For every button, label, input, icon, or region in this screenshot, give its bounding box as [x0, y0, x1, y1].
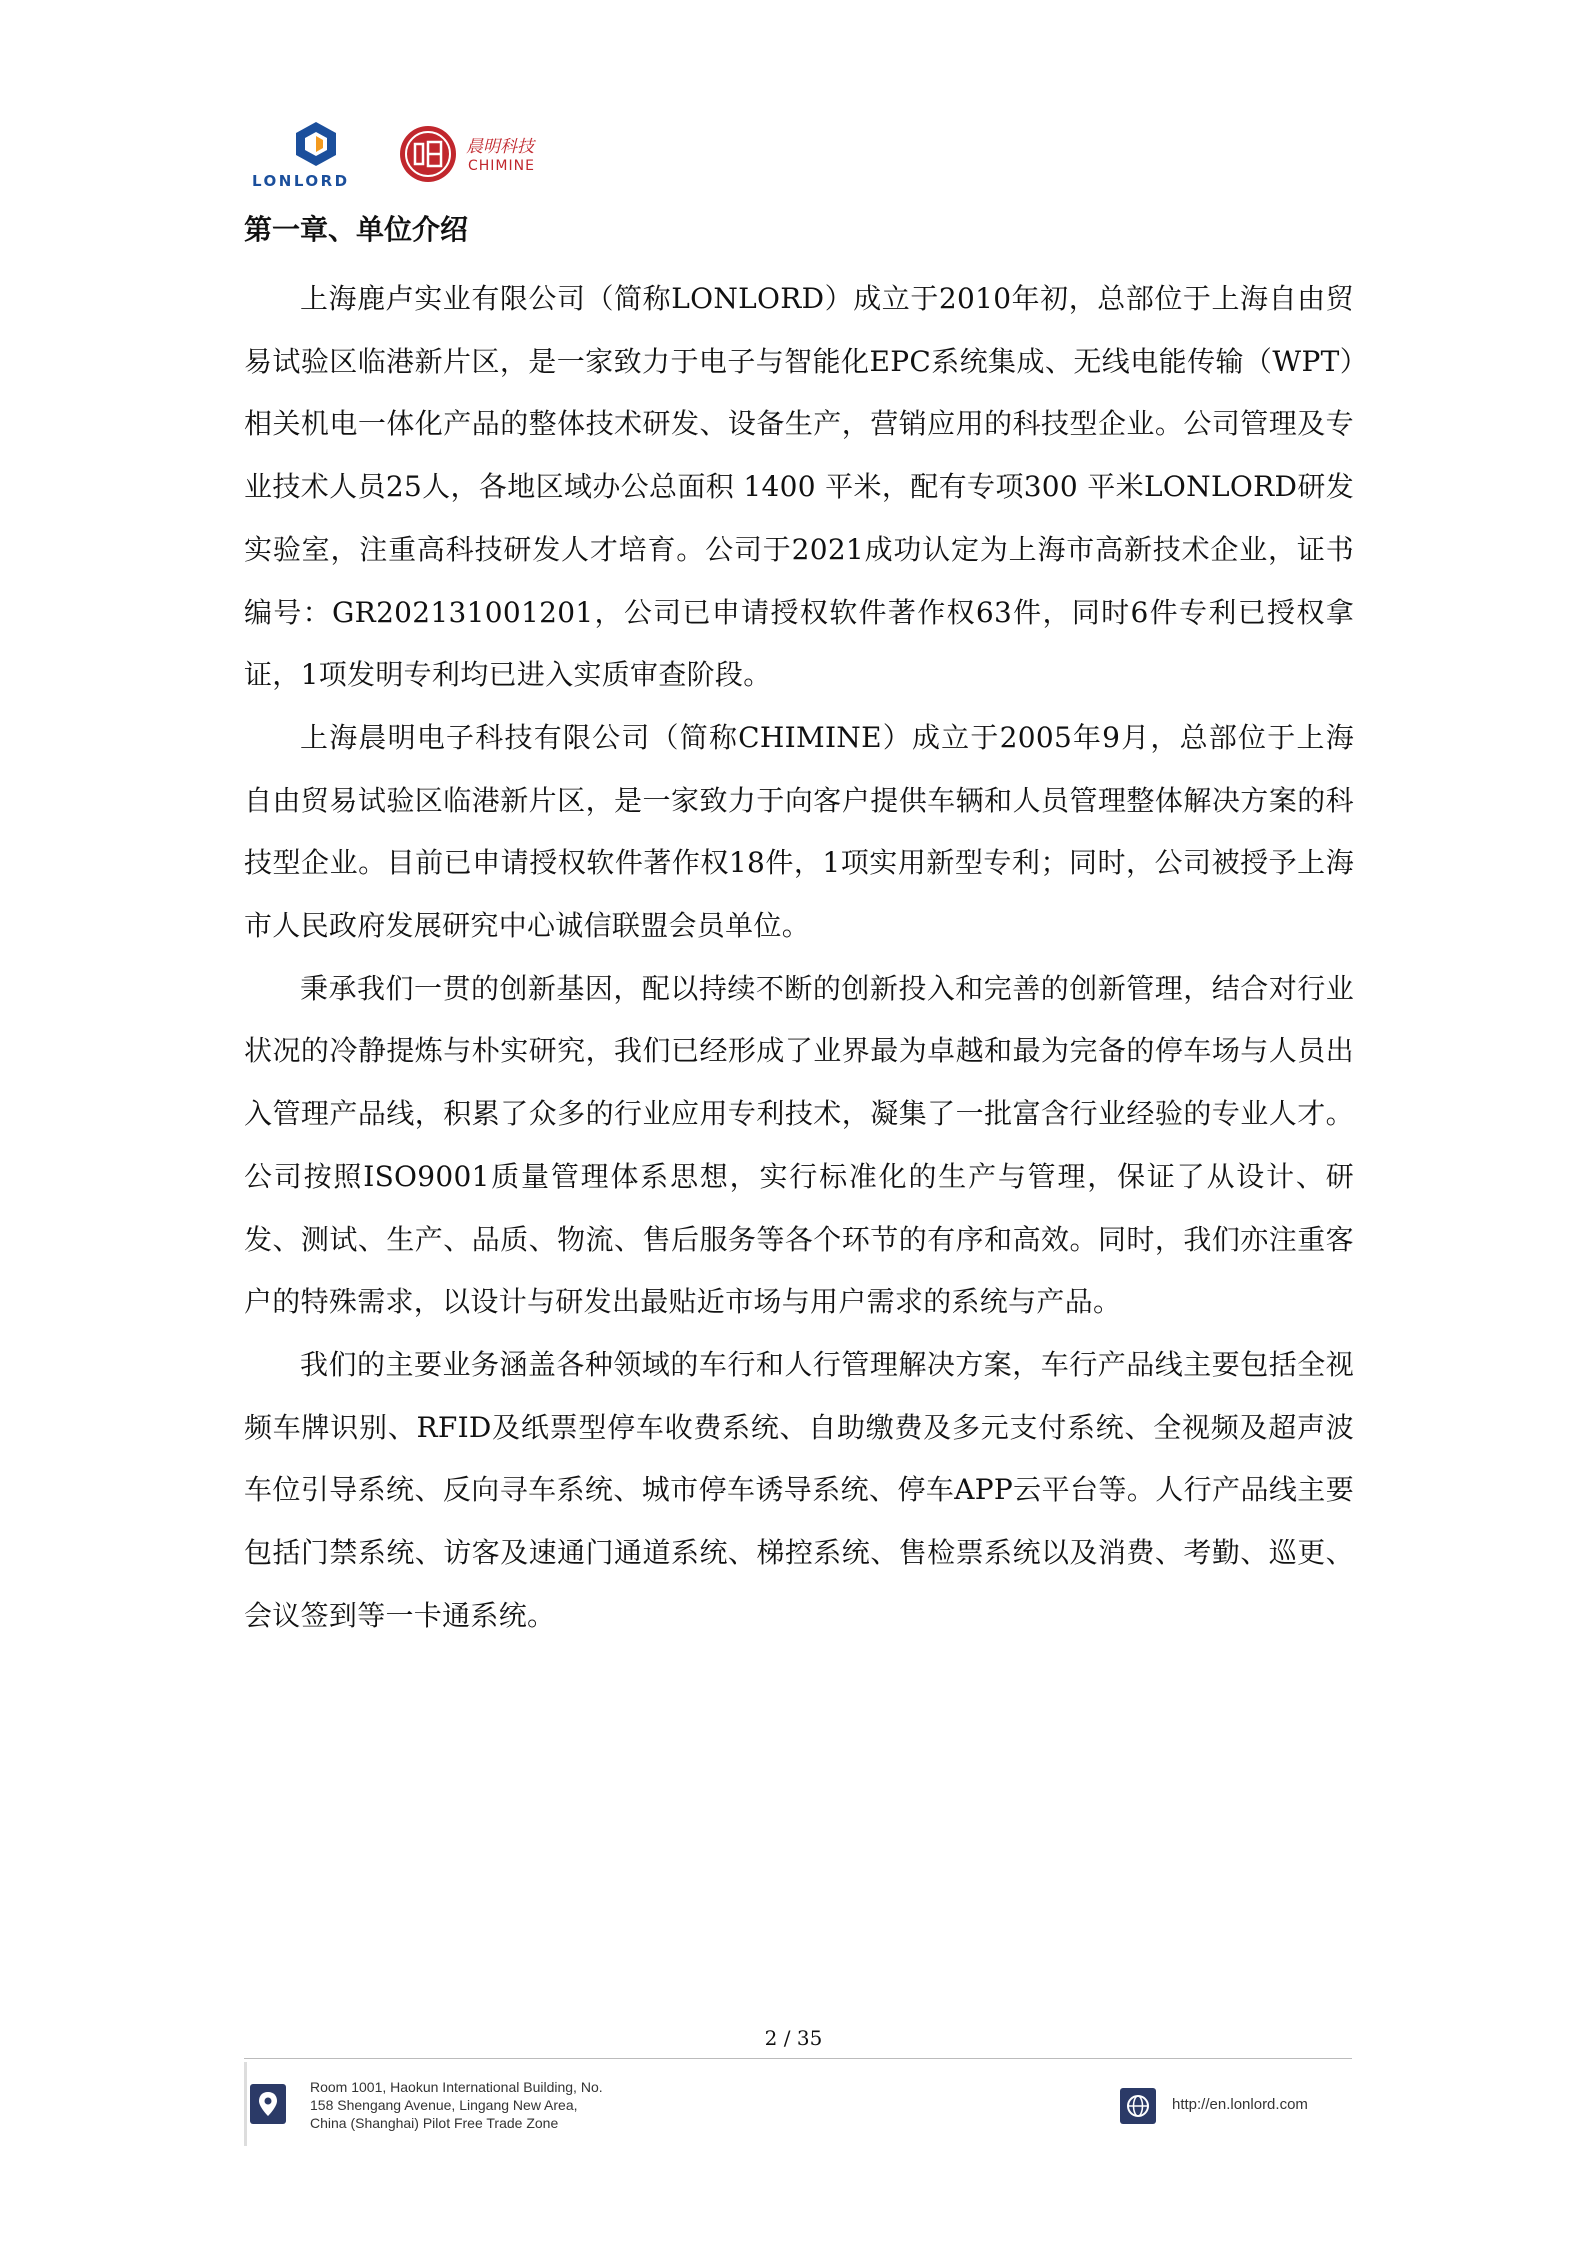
- paragraph-business-scope: 我们的主要业务涵盖各种领域的车行和人行管理解决方案，车行产品线主要包括全视频车牌识别、RFID及纸票型停车收费系统、自助缴费及多元支付系统、全视频及超声波车位引导系统、反向寻车系统、城市停车诱导系统、停车APP云平台等。人行产品线主要包括门禁系统、访客及速通门通道系统、梯控系统、售检票系统以及消费、考勤、巡更、会议签到等一卡通系统。: [244, 1347, 1354, 1632]
- footer-address: [310, 2078, 603, 2132]
- address-line-2: 158 Shengang Avenue, Lingang New Area,: [310, 2097, 578, 2113]
- footer-left-bar: [244, 2062, 247, 2146]
- address-line-1: Room 1001, Haokun International Building, No.: [310, 2079, 603, 2095]
- footer-divider: [244, 2058, 1352, 2059]
- paragraph-lonlord-intro: 上海鹿卢实业有限公司（简称LONLORD）成立于2010年初，总部位于上海自由贸易试验区临港新片区，是一家致力于电子与智能化EPC系统集成、无线电能传输（WPT）相关机电一体化产品的整体技术研发、设备生产，营销应用的科技型企业。公司管理及专业技术人员25人，各地区域办公总面积 1400 平米，配有专项300 平米LONLORD研发实验室，注重高科技研发人才培育。公司于2021成功认定为上海市高新技术企业，证书编号：GR202131001201，公司已申请授权软件著作权63件，同时6件专利已授权拿证，1项发明专利均已进入实质审查阶段。: [244, 282, 1354, 692]
- address-line-3: China (Shanghai) Pilot Free Trade Zone: [310, 2115, 559, 2131]
- footer-website-link[interactable]: http://en.lonlord.com: [1172, 2096, 1308, 2113]
- chimine-logo-cn-text: 晨明科技: [466, 137, 534, 157]
- globe-icon: [1120, 2088, 1156, 2124]
- paragraph-innovation: 秉承我们一贯的创新基因，配以持续不断的创新投入和完善的创新管理，结合对行业状况的冷静提炼与朴实研究，我们已经形成了业界最为卓越和最为完备的停车场与人员出入管理产品线，积累了众多的行业应用专利技术，凝集了一批富含行业经验的专业人才。公司按照ISO9001质量管理体系思想，实行标准化的生产与管理，保证了从设计、研发、测试、生产、品质、物流、售后服务等各个环节的有序和高效。同时，我们亦注重客户的特殊需求，以设计与研发出最贴近市场与用户需求的系统与产品。: [244, 971, 1354, 1319]
- lonlord-logo-text: LONLORD: [252, 172, 350, 190]
- paragraph-chimine-intro: 上海晨明电子科技有限公司（简称CHIMINE）成立于2005年9月，总部位于上海自由贸易试验区临港新片区，是一家致力于向客户提供车辆和人员管理整体解决方案的科技型企业。目前已申请授权软件著作权18件，1项实用新型专利；同时，公司被授予上海市人民政府发展研究中心诚信联盟会员单位。: [244, 720, 1354, 943]
- chapter-title: 第一章、单位介绍: [244, 213, 469, 246]
- lonlord-logo-icon: [294, 120, 338, 166]
- page-header: [246, 116, 646, 196]
- chimine-logo-en-text: CHIMINE: [468, 158, 535, 174]
- chimine-logo-icon: [398, 124, 458, 184]
- location-pin-icon: [250, 2084, 286, 2124]
- page-number: 2 / 35: [764, 2026, 823, 2050]
- document-body: [244, 268, 1354, 1647]
